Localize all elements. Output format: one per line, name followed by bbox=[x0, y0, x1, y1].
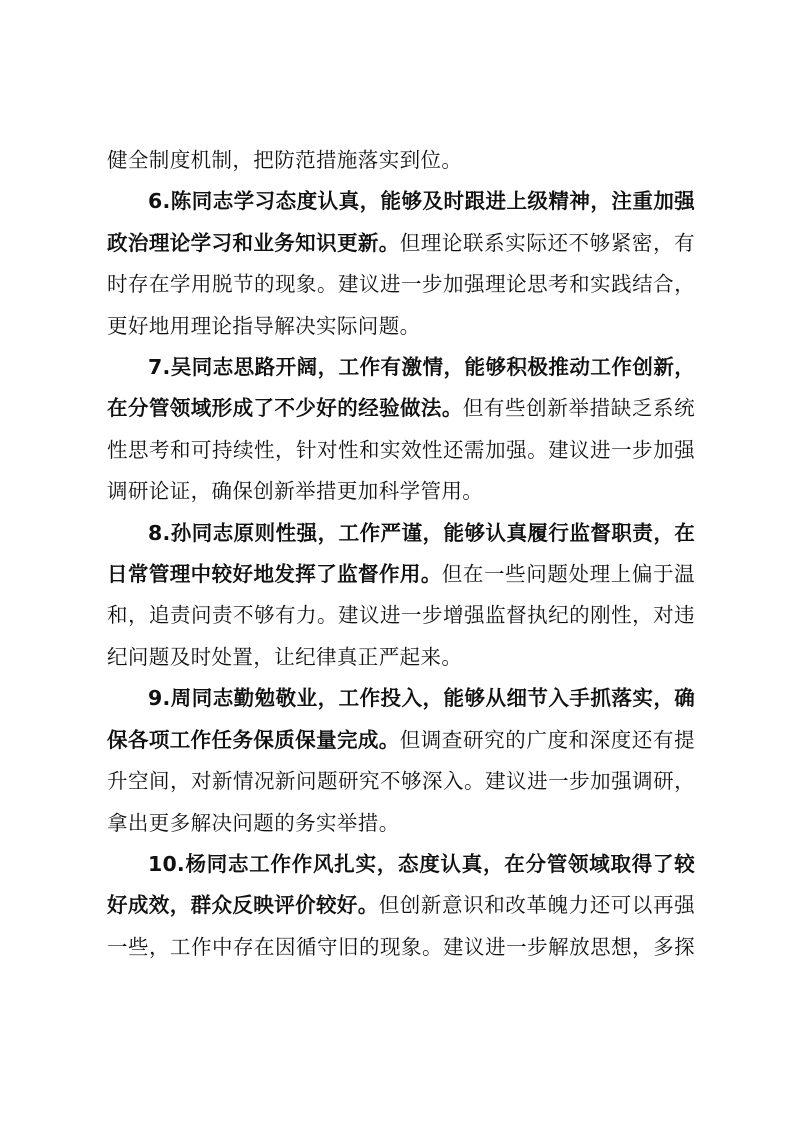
text-line bbox=[107, 264, 695, 305]
paragraph-p9 bbox=[107, 678, 695, 844]
body-text: 但调查研究的广度和深度还有提 bbox=[399, 727, 695, 752]
body-text: 但理论联系实际还不够紧密，有 bbox=[399, 230, 695, 255]
bold-summary: 保各项工作任务保质保量完成。 bbox=[107, 727, 400, 752]
text-line bbox=[107, 306, 695, 347]
text-line bbox=[107, 885, 695, 926]
bold-summary: 在分管领域形成了不少好的经验做法。 bbox=[107, 396, 463, 421]
paragraph-p8 bbox=[107, 513, 695, 679]
body-text: 健全制度机制，把防范措施落实到位。 bbox=[107, 148, 463, 172]
text-line bbox=[107, 471, 695, 512]
bold-summary: 日常管理中较好地发挥了监督作用。 bbox=[107, 562, 442, 587]
paragraph-p10 bbox=[107, 844, 695, 968]
body-text: 时存在学用脱节的现象。建议进一步加强理论思考和实践结合， bbox=[107, 272, 695, 297]
bold-summary: 7.吴同志思路开阔，工作有激情，能够积极推动工作创新， bbox=[148, 355, 695, 380]
bold-summary: 9.周同志勤勉敬业，工作投入，能够从细节入手抓落实，确 bbox=[148, 686, 695, 711]
text-line bbox=[107, 347, 695, 388]
body-text: 一些，工作中存在因循守旧的现象。建议进一步解放思想，多探 bbox=[107, 934, 695, 959]
body-text: 但有些创新举措缺乏系统 bbox=[462, 396, 695, 421]
body-text: 拿出更多解决问题的务实举措。 bbox=[107, 810, 400, 835]
text-line bbox=[107, 554, 695, 595]
body-text: 但创新意识和改革魄力还可以再强 bbox=[378, 893, 695, 918]
body-text: 性思考和可持续性，针对性和实效性还需加强。建议进一步加强 bbox=[107, 437, 695, 462]
text-line bbox=[107, 140, 695, 181]
body-text: 但在一些问题处理上偏于温 bbox=[441, 562, 695, 587]
body-text: 纪问题及时处置，让纪律真正严起来。 bbox=[107, 644, 463, 669]
text-line bbox=[107, 844, 695, 885]
text-line bbox=[107, 678, 695, 719]
text-line bbox=[107, 430, 695, 471]
bold-summary: 6.陈同志学习态度认真，能够及时跟进上级精神，注重加强 bbox=[148, 189, 695, 214]
text-line bbox=[107, 761, 695, 802]
text-line bbox=[107, 720, 695, 761]
bold-summary: 政治理论学习和业务知识更新。 bbox=[107, 230, 400, 255]
bold-summary: 10.杨同志工作作风扎实，态度认真，在分管领域取得了较 bbox=[148, 851, 695, 876]
text-line bbox=[107, 223, 695, 264]
paragraph-p5-tail bbox=[107, 140, 695, 181]
text-line bbox=[107, 637, 695, 678]
text-line bbox=[107, 927, 695, 968]
text-line bbox=[107, 595, 695, 636]
text-line bbox=[107, 513, 695, 554]
body-text: 升空间，对新情况新问题研究不够深入。建议进一步加强调研， bbox=[107, 769, 695, 794]
body-text: 更好地用理论指导解决实际问题。 bbox=[107, 313, 421, 338]
paragraph-p6 bbox=[107, 181, 695, 347]
text-line bbox=[107, 388, 695, 429]
paragraph-p7 bbox=[107, 347, 695, 513]
bold-summary: 好成效，群众反映评价较好。 bbox=[107, 893, 379, 918]
text-line bbox=[107, 181, 695, 222]
bold-summary: 8.孙同志原则性强，工作严谨，能够认真履行监督职责，在 bbox=[148, 520, 695, 545]
body-text: 调研论证，确保创新举措更加科学管用。 bbox=[107, 479, 484, 504]
text-line bbox=[107, 803, 695, 844]
body-text: 和，追责问责不够有力。建议进一步增强监督执纪的刚性，对违 bbox=[107, 603, 695, 628]
document-body bbox=[107, 140, 695, 968]
